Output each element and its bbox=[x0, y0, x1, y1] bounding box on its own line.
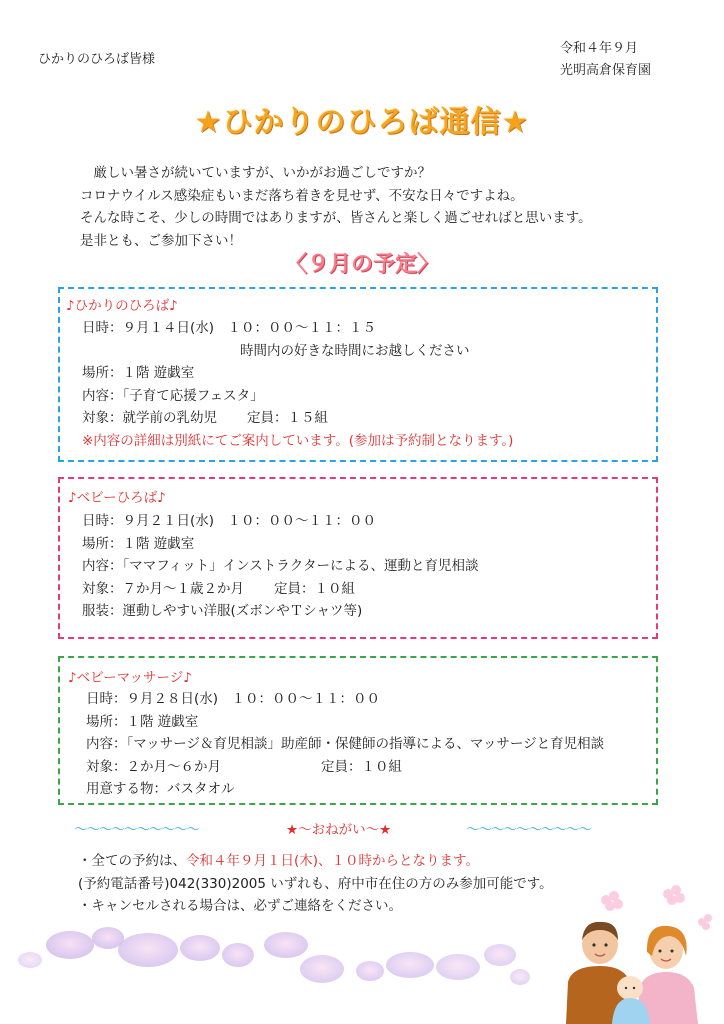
event-capacity: 定員：１０組 bbox=[274, 580, 355, 597]
event-capacity: 定員：１５組 bbox=[247, 410, 328, 426]
intro-line: 厳しい暑さが続いていますが、いかがお過ごしですか？ bbox=[80, 165, 431, 181]
event-capacity: 定員：１０組 bbox=[321, 758, 402, 775]
event-target-row bbox=[82, 578, 479, 601]
event-title: ♪ベビーひろば♪ bbox=[68, 490, 166, 506]
intro-text bbox=[80, 162, 680, 252]
star-icon: ★ bbox=[501, 105, 530, 140]
event-place: 場所：１階 遊戯室 bbox=[86, 713, 199, 730]
event-datetime: 日時：９月１４日(水) １０：００～１１：１５ bbox=[82, 320, 377, 336]
event-content: 内容：「マッサージ＆育児相談」助産師・保健師の指導による、マッサージと育児相談 bbox=[86, 736, 605, 752]
event-details bbox=[82, 317, 513, 452]
intro-line: コロナウイルス感染症もいまだ落ち着きを見せず、不安な日々ですよね。 bbox=[80, 187, 524, 204]
wave-decoration: ～～～～～～～～～～ bbox=[74, 822, 199, 838]
event-content: 内容：「子育て応援フェスタ」 bbox=[82, 387, 264, 404]
booking-line-1 bbox=[78, 850, 553, 873]
event-box-baby-massage bbox=[58, 656, 658, 805]
event-box-hikari-hiroba bbox=[58, 287, 658, 462]
organization-name: 光明高倉保育園 bbox=[560, 63, 652, 78]
addressee: ひかりのひろば皆様 bbox=[38, 52, 156, 67]
issue-info bbox=[560, 38, 651, 82]
booking-phone: (予約電話番号)042(330)2005 いずれも、府中市在住の方のみ参加可能です。 bbox=[78, 875, 553, 892]
event-content: 内容：「ママフィット」インストラクターによる、運動と育児相談 bbox=[82, 558, 479, 574]
event-place: 場所：１階 遊戯室 bbox=[82, 365, 195, 381]
event-title: ♪ひかりのひろば♪ bbox=[66, 298, 178, 314]
schedule-heading: 〈９月の予定〉 bbox=[284, 252, 439, 277]
family-illustration bbox=[548, 882, 724, 1024]
cancel-note: ・キャンセルされる場合は、必ずご連絡をください。 bbox=[78, 898, 402, 914]
event-clothing: 服装：運動しやすい洋服(ズボンやＴシャツ等) bbox=[82, 603, 363, 619]
event-box-baby-hiroba bbox=[58, 477, 658, 639]
intro-line: 是非とも、ご参加下さい！ bbox=[80, 232, 242, 249]
event-details bbox=[82, 510, 479, 623]
star-icon: ★ bbox=[194, 105, 223, 140]
event-items: 用意する物：バスタオル bbox=[86, 781, 235, 797]
title-text: ひかりのひろば通信 bbox=[222, 105, 502, 140]
event-target-row bbox=[82, 407, 513, 430]
event-note: ※内容の詳細は別紙にてご案内しています。(参加は予約制となります。) bbox=[82, 432, 514, 449]
intro-line: そんな時こそ、少しの時間ではありますが、皆さんと楽しく過ごせればと思います。 bbox=[80, 210, 592, 226]
event-target: 対象：就学前の乳幼児 bbox=[82, 410, 217, 426]
issue-date: 令和４年９月 bbox=[560, 41, 639, 56]
request-title: ★～おねがい～★ bbox=[286, 822, 392, 838]
event-place: 場所：１階 遊戯室 bbox=[82, 535, 195, 552]
event-datetime: 日時：９月２１日(水) １０：００～１１：００ bbox=[82, 513, 377, 529]
event-title: ♪ベビーマッサージ♪ bbox=[68, 670, 192, 686]
event-target: 対象：７か月～１歳２か月 bbox=[82, 580, 244, 597]
event-target-row bbox=[86, 756, 604, 779]
event-target: 対象：２か月～６か月 bbox=[86, 758, 221, 775]
event-datetime-note: 時間内の好きな時間にお越しください bbox=[240, 342, 470, 359]
newsletter-title bbox=[0, 97, 724, 141]
event-datetime: 日時：９月２８日(水) １０：００～１１：００ bbox=[86, 691, 381, 707]
booking-prefix: ・全ての予約は、 bbox=[78, 853, 186, 869]
wave-decoration: ～～～～～～～～～～ bbox=[466, 822, 591, 838]
booking-start-date: 令和４年９月１日(木)、１０時からとなります。 bbox=[186, 853, 479, 869]
event-details bbox=[86, 688, 604, 801]
